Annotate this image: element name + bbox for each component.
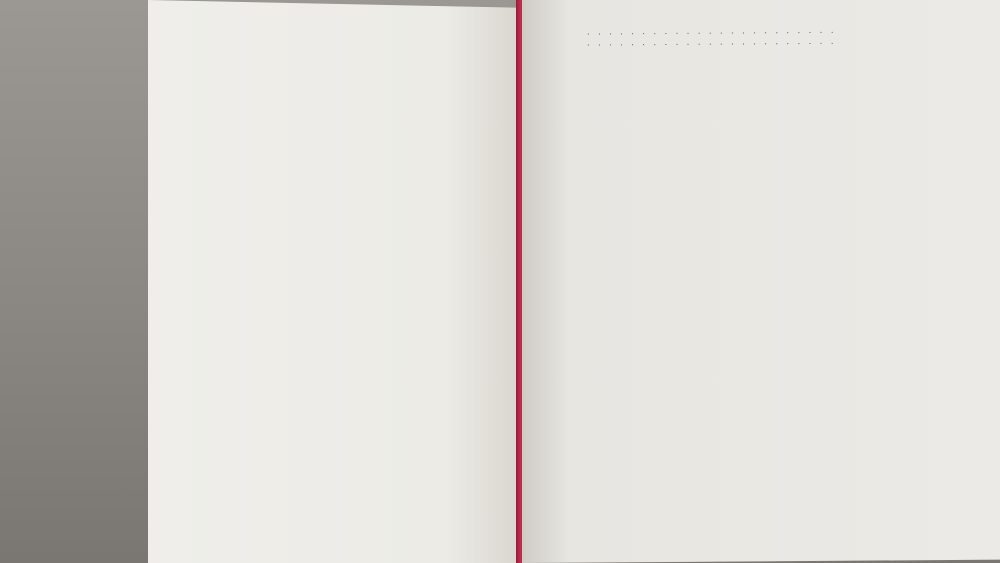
toc-entry-dates [584,36,855,49]
right-top-entries [584,20,855,22]
left-page [148,0,520,563]
toc-heading [206,87,468,92]
right-page [522,0,1000,563]
left-chapter-list [206,93,468,98]
